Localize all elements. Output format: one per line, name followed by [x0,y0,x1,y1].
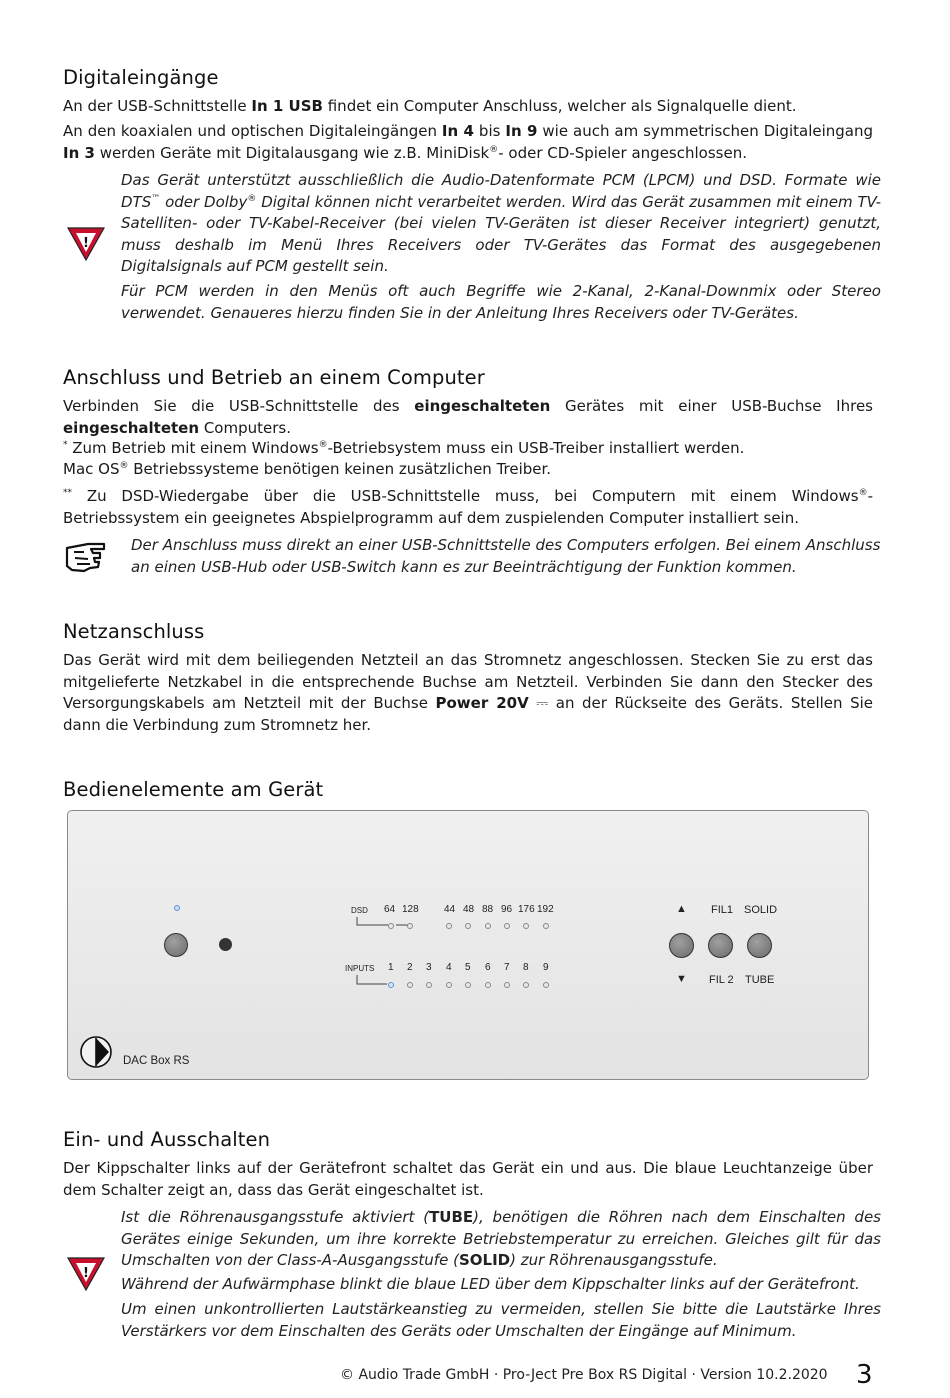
svg-text:!: ! [83,236,89,251]
paragraph: * Zum Betrieb mit einem Windows®-Betriebsystem muss ein USB-Treiber installiert werden. [63,439,745,457]
pointing-hand-icon [64,540,108,574]
fil2-label: FIL 2 [709,974,734,986]
status-led [388,923,394,929]
input-led [543,982,549,988]
ir-sensor [219,938,232,951]
svg-text:!: ! [83,1266,89,1281]
input-led [485,982,491,988]
heading-digital-inputs: Digitaleingänge [63,66,219,89]
warning-triangle-icon [66,226,106,262]
filter-button[interactable] [708,933,733,958]
hint-note: Der Anschluss muss direkt an einer USB-Schnittstelle des Computers erfolgen. Bei einem Anschluss an einen USB-Hub oder USB-Switch kann es zur Beeinträchtigung der Funktion kommen. [131,536,881,576]
status-led [485,923,491,929]
paragraph: An den koaxialen und optischen Digitaleingängen In 4 bis In 9 wie auch am symmetrischen Digitaleingang In 3 werden Geräte mit Digitalausgang wie z.B. MiniDisk®- oder CD-Spieler angeschlossen. [63,122,874,162]
device-front-panel [67,810,869,1080]
input-led-active [388,982,394,988]
tube-label: TUBE [745,974,775,986]
pcm-rate-label: 88 [482,904,494,915]
down-arrow-icon: ▼ [676,973,687,985]
paragraph: Der Kippschalter links auf der Gerätefront schaltet das Gerät ein und aus. Die blaue Leuchtanzeige über dem Schalter zeigt an, dass das Gerät eingeschaltet ist. [63,1159,873,1199]
page-footer: © Audio Trade GmbH · Pro-Ject Pre Box RS Digital · Version 10.2.2020 [340,1367,828,1383]
status-led [446,923,452,929]
inputs-bracket-line [356,975,390,987]
input-number: 8 [523,962,529,973]
solid-label: SOLID [744,904,778,916]
warning-note: Während der Aufwärmphase blinkt die blaue LED über dem Kippschalter links auf der Gerätefront. [121,1275,860,1293]
input-select-button[interactable] [669,933,694,958]
input-led [407,982,413,988]
paragraph: ** Zu DSD-Wiedergabe über die USB-Schnittstelle muss, bei Computern mit einem Windows®-Betriebssystem ein geeignetes Abspielprogramm auf dem zuspielenden Computer installiert sein. [63,487,873,527]
dsd-rate-label: 128 [402,904,419,915]
power-toggle-switch[interactable] [164,933,188,957]
pcm-rate-label: 48 [463,904,475,915]
input-number: 9 [543,962,549,973]
input-led [523,982,529,988]
paragraph: Mac OS® Betriebssysteme benötigen keinen zusätzlichen Treiber. [63,460,552,478]
power-led [174,905,180,911]
warning-note: Für PCM werden in den Menüs oft auch Begriffe wie 2-Kanal, 2-Kanal-Downmix oder Stereo verwendet. Genaueres hierzu finden Sie in der Anleitung Ihres Receivers oder TV-Gerätes. [121,282,881,322]
heading-controls: Bedienelemente am Gerät [63,778,324,801]
dsd-label: DSD [351,906,368,915]
input-led [465,982,471,988]
input-number: 6 [485,962,491,973]
status-led [504,923,510,929]
status-led [407,923,413,929]
status-led [465,923,471,929]
heading-computer: Anschluss und Betrieb an einem Computer [63,366,485,389]
status-led [523,923,529,929]
status-led [543,923,549,929]
warning-triangle-icon [66,1256,106,1292]
input-led [504,982,510,988]
page-number: 3 [856,1360,873,1390]
dsd-rate-label: 64 [384,904,396,915]
output-stage-button[interactable] [747,933,772,958]
input-led [446,982,452,988]
paragraph: Das Gerät wird mit dem beiliegenden Netzteil an das Stromnetz angeschlossen. Stecken Sie zu erst das mitgelieferte Netzkabel in die entsprechende Buchse am Netzteil. Verbinden Sie dann den Stecker des Versorgungskabels am Netzteil mit der Buchse Power 20V ⎓ an der Rückseite des Geräts. Stellen Sie dann die Verbindung zum Stromnetz her. [63,651,873,734]
warning-note: Um einen unkontrollierten Lautstärkeanstieg zu vermeiden, stellen Sie bitte die Lautstärke Ihres Verstärkers vor dem Einschalten des Geräts oder Umschalten der Eingänge auf Minimum. [121,1300,881,1340]
pcm-rate-label: 192 [537,904,554,915]
pcm-rate-label: 44 [444,904,456,915]
pcm-rate-label: 176 [518,904,535,915]
input-number: 7 [504,962,510,973]
input-number: 3 [426,962,432,973]
brand-logo [79,1035,113,1069]
paragraph: Verbinden Sie die USB-Schnittstelle des eingeschalteten Gerätes mit einer USB-Buchse Ihres eingeschalteten Computers. [63,397,873,437]
heading-power: Netzanschluss [63,620,205,643]
pcm-rate-label: 96 [501,904,513,915]
fil1-label: FIL1 [711,904,734,916]
paragraph: An der USB-Schnittstelle In 1 USB findet ein Computer Anschluss, welcher als Signalquelle dient. [63,97,797,115]
inputs-label: INPUTS [345,964,375,973]
warning-note: Ist die Röhrenausgangsstufe aktiviert (TUBE), benötigen die Röhren nach dem Einschalten des Gerätes einige Sekunden, um ihre korrekte Betriebstemperatur zu erreichen. Gleiches gilt für das Umschalten von der Class-A-Ausgangsstufe (SOLID) zur Röhrenausgangsstufe. [121,1208,881,1269]
input-number: 4 [446,962,452,973]
input-number: 1 [388,962,394,973]
input-led [426,982,432,988]
input-number: 2 [407,962,413,973]
heading-on-off: Ein- und Ausschalten [63,1128,271,1151]
model-label: DAC Box RS [123,1055,190,1067]
input-number: 5 [465,962,471,973]
warning-note: Das Gerät unterstützt ausschließlich die Audio-Datenformate PCM (LPCM) und DSD. Formate wie DTS™ oder Dolby® Digital können nicht verarbeitet werden. Wird das Gerät zusammen mit einem TV-Satelliten- oder TV-Kabel-Receiver (bei vielen TV-Geräten ist dieser Receiver integriert) genutzt, muss deshalb im Menü Ihres Receivers oder TV-Gerätes das Format des ausgegebenen Digitalsignals auf PCM gestellt sein. [121,171,881,275]
up-arrow-icon: ▲ [676,903,687,915]
